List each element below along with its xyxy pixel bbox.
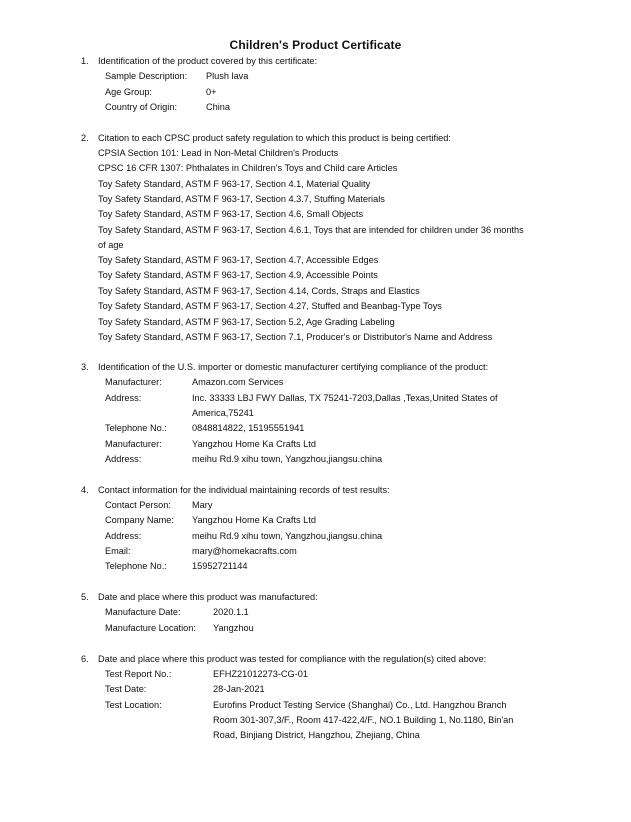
section-1-number: 1.	[81, 56, 89, 66]
field-label: Age Group:	[105, 87, 152, 97]
field-value: 0+	[206, 87, 217, 97]
field-value: Eurofins Product Testing Service (Shanghai) Co., Ltd. Hangzhou Branch	[213, 700, 507, 710]
field-label: Manufacture Location:	[105, 623, 196, 633]
field-label: Address:	[105, 531, 142, 541]
section-6-number: 6.	[81, 654, 89, 664]
field-value: 28-Jan-2021	[213, 684, 265, 694]
regulation-item: CPSIA Section 101: Lead in Non-Metal Children's Products	[98, 148, 339, 158]
field-value: 15952721144	[192, 561, 248, 571]
regulation-item: of age	[98, 240, 124, 250]
field-value: Yangzhou	[213, 623, 254, 633]
field-label: Test Date:	[105, 684, 147, 694]
field-value: 2020.1.1	[213, 607, 249, 617]
field-label: Address:	[105, 393, 142, 403]
section-5-number: 5.	[81, 592, 89, 602]
section-2-number: 2.	[81, 133, 89, 143]
field-value: meihu Rd.9 xihu town, Yangzhou,jiangsu.china	[192, 454, 383, 464]
regulation-item: Toy Safety Standard, ASTM F 963-17, Section 4.14, Cords, Straps and Elastics	[98, 286, 420, 296]
section-3-number: 3.	[81, 362, 89, 372]
section-4-number: 4.	[81, 485, 89, 495]
field-label: Manufacturer:	[105, 439, 162, 449]
section-1-heading: Identification of the product covered by this certificate:	[98, 56, 318, 66]
regulation-item: Toy Safety Standard, ASTM F 963-17, Section 4.7, Accessible Edges	[98, 255, 379, 265]
field-value: 0848814822, 15195551941	[192, 423, 305, 433]
field-value: Yangzhou Home Ka Crafts Ltd	[192, 439, 316, 449]
section-5-heading: Date and place where this product was manufactured:	[98, 592, 318, 602]
field-label: Address:	[105, 454, 142, 464]
regulation-item: Toy Safety Standard, ASTM F 963-17, Section 4.3.7, Stuffing Materials	[98, 194, 385, 204]
regulation-item: CPSC 16 CFR 1307: Phthalates in Children's Toys and Child care Articles	[98, 163, 398, 173]
section-3-heading: Identification of the U.S. importer or domestic manufacturer certifying compliance of the product:	[98, 362, 489, 372]
field-value-continued: America,75241	[192, 408, 254, 418]
section-6-heading: Date and place where this product was tested for compliance with the regulation(s) cited above:	[98, 654, 487, 664]
regulation-item: Toy Safety Standard, ASTM F 963-17, Section 4.27, Stuffed and Beanbag-Type Toys	[98, 301, 442, 311]
email-value: mary@homekacrafts.com	[192, 546, 297, 556]
field-value: Mary	[192, 500, 213, 510]
field-value: meihu Rd.9 xihu town, Yangzhou,jiangsu.china	[192, 531, 383, 541]
regulation-item: Toy Safety Standard, ASTM F 963-17, Section 4.9, Accessible Points	[98, 270, 378, 280]
regulation-item: Toy Safety Standard, ASTM F 963-17, Section 5.2, Age Grading Labeling	[98, 317, 395, 327]
field-value: Plush lava	[206, 71, 249, 81]
section-2-heading: Citation to each CPSC product safety regulation to which this product is being certified:	[98, 133, 451, 143]
document-title: Children's Product Certificate	[229, 38, 402, 52]
field-value: EFHZ21012273-CG-01	[213, 669, 308, 679]
field-label: Country of Origin:	[105, 102, 177, 112]
regulation-item: Toy Safety Standard, ASTM F 963-17, Section 4.1, Material Quality	[98, 179, 371, 189]
field-label: Company Name:	[105, 515, 174, 525]
field-label: Email:	[105, 546, 131, 556]
field-label: Manufacture Date:	[105, 607, 181, 617]
field-label: Telephone No.:	[105, 423, 167, 433]
field-label: Test Report No.:	[105, 669, 172, 679]
field-value: Inc. 33333 LBJ FWY Dallas, TX 75241-7203,Dallas ,Texas,United States of	[192, 393, 498, 403]
regulation-item: Toy Safety Standard, ASTM F 963-17, Section 4.6.1, Toys that are intended for children under 36 months	[98, 225, 524, 235]
field-value-continued: Road, Binjiang District, Hangzhou, Zhejiang, China	[213, 730, 420, 740]
field-label: Contact Person:	[105, 500, 171, 510]
field-label: Sample Description:	[105, 71, 188, 81]
regulation-item: Toy Safety Standard, ASTM F 963-17, Section 7.1, Producer's or Distributor's Name and Address	[98, 332, 493, 342]
field-value: Yangzhou Home Ka Crafts Ltd	[192, 515, 316, 525]
field-value: China	[206, 102, 231, 112]
field-value-continued: Room 301-307,3/F., Room 417-422,4/F., NO.1 Building 1, No.1180, Bin'an	[213, 715, 514, 725]
field-label: Telephone No.:	[105, 561, 167, 571]
regulation-item: Toy Safety Standard, ASTM F 963-17, Section 4.6, Small Objects	[98, 209, 364, 219]
section-4-heading: Contact information for the individual maintaining records of test results:	[98, 485, 390, 495]
field-value: Amazon.com Services	[192, 377, 284, 387]
field-label: Manufacturer:	[105, 377, 162, 387]
field-label: Test Location:	[105, 700, 162, 710]
